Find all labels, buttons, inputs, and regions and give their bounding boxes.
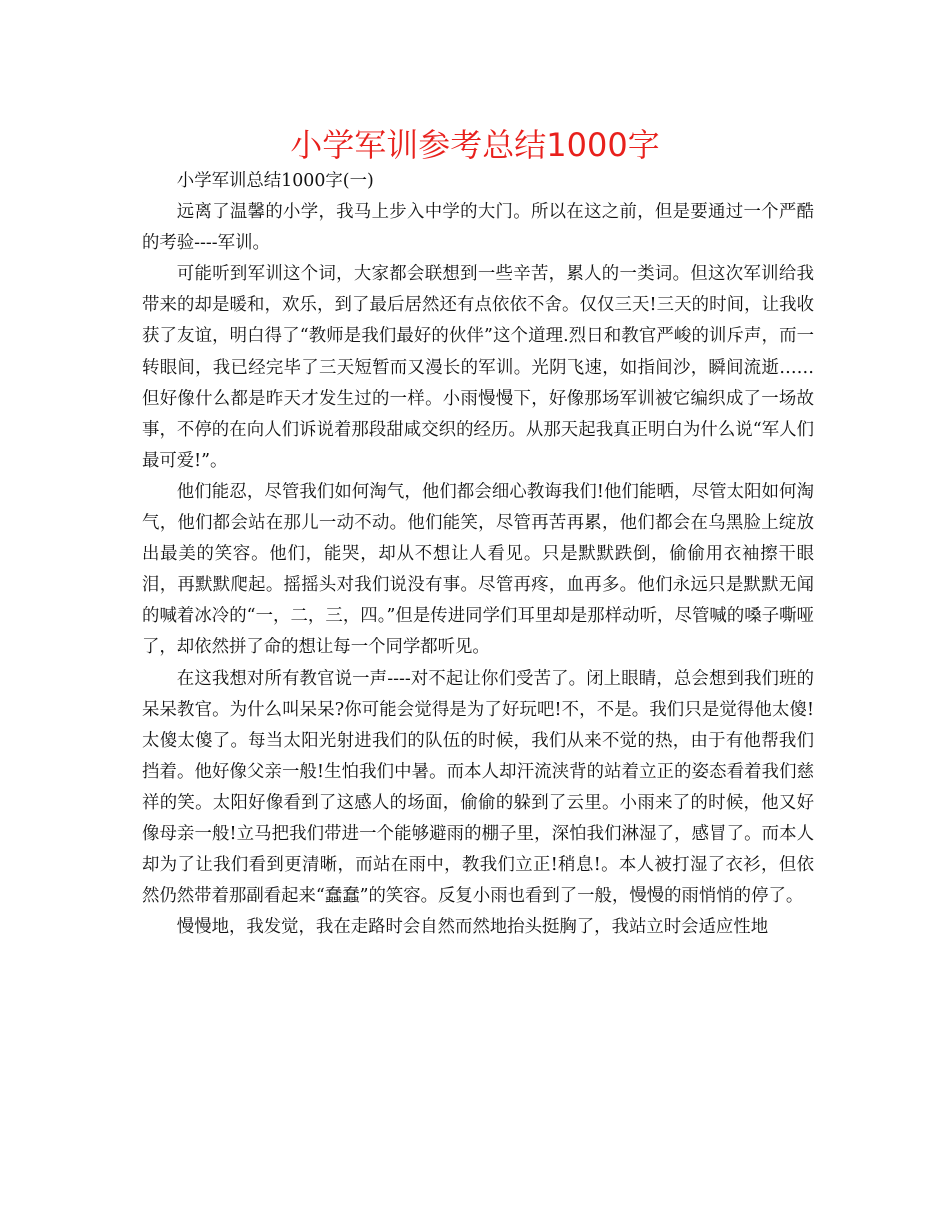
body-paragraph: 他们能忍，尽管我们如何淘气，他们都会细心教诲我们!他们能晒，尽管太阳如何淘气，他们都会站在那儿一动不动。他们能笑，尽管再苦再累，他们都会在乌黑脸上绽放出最美的笑容。他们，能哭，却从不想让人看见。只是默默跌倒，偷偷用衣袖擦干眼泪，再默默爬起。摇摇头对我们说没有事。尽管再疼，血再多。他们永远只是默默无闻的喊着冰冷的“一，二，三，四。”但是传进同学们耳里却是那样动听，尽管喊的嗓子嘶哑了，却依然拼了命的想让每一个同学都听见。 (142, 481, 814, 658)
body-paragraph: 可能听到军训这个词，大家都会联想到一些辛苦，累人的一类词。但这次军训给我带来的却是暖和，欢乐，到了最后居然还有点依依不舍。仅仅三天!三天的时间，让我收获了友谊，明白得了“教师是我们最好的伙伴”这个道理.烈日和教官严峻的训斥声，而一转眼间，我已经完毕了三天短暂而又漫长的军训。光阴飞速，如指间沙，瞬间流逝……但好像什么都是昨天才发生过的一样。小雨慢慢下，好像那场军训被它编织成了一场故事，不停的在向人们诉说着那段甜咸交织的经历。从那天起我真正明白为什么说“军人们最可爱!”。 (142, 264, 814, 471)
document-body (142, 166, 814, 943)
subtitle-paragraph: 小学军训总结1000字(一) (176, 171, 374, 191)
body-paragraph: 远离了温馨的小学，我马上步入中学的大门。所以在这之前，但是要通过一个严酷的考验----军训。 (142, 202, 814, 254)
document-title: 小学军训参考总结1000字 (290, 126, 660, 164)
body-paragraph: 慢慢地，我发觉，我在走路时会自然而然地抬头挺胸了，我站立时会适应性地 (176, 917, 769, 938)
body-paragraph: 在这我想对所有教官说一声----对不起让你们受苦了。闭上眼睛，总会想到我们班的呆呆教官。为什么叫呆呆?你可能会觉得是为了好玩吧!不，不是。我们只是觉得他太傻!太傻太傻了。每当太阳光射进我们的队伍的时候，我们从来不觉的热，由于有他帮我们挡着。他好像父亲一般!生怕我们中暑。而本人却汗流浃背的站着立正的姿态看着我们慈祥的笑。太阳好像看到了这感人的场面，偷偷的躲到了云里。小雨来了的时候，他又好像母亲一般!立马把我们带进一个能够避雨的棚子里，深怕我们淋湿了，感冒了。而本人却为了让我们看到更清晰，而站在雨中，教我们立正!稍息!。本人被打湿了衣衫，但依然仍然带着那副看起来“蠢蠢”的笑容。反复小雨也看到了一般，慢慢的雨悄悄的停了。 (142, 668, 814, 907)
